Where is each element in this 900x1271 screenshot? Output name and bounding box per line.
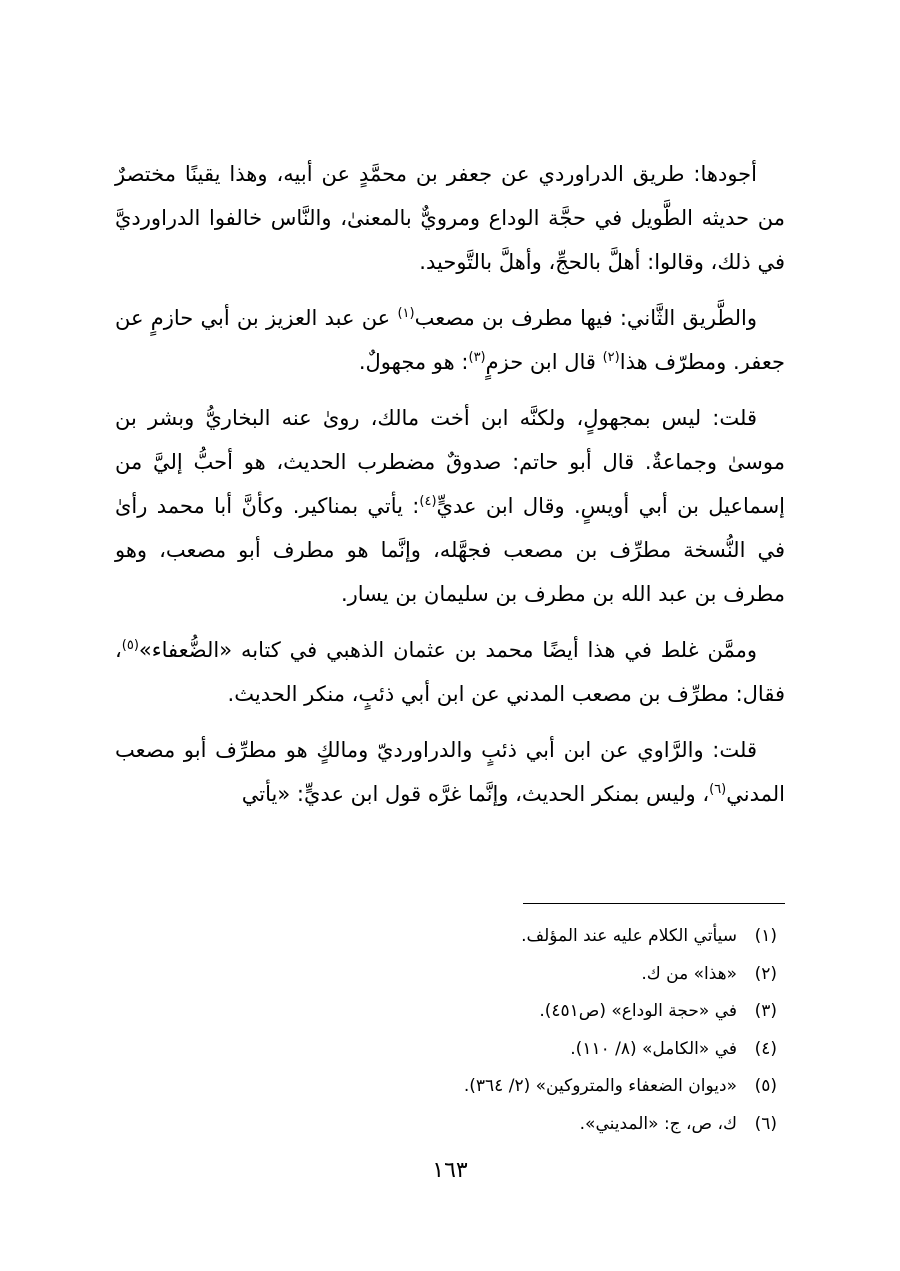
footnotes bbox=[115, 918, 785, 1143]
footnote-number: (٣) bbox=[754, 1001, 777, 1021]
footnote-text: ك، ص، ج: «المديني». bbox=[579, 1113, 737, 1134]
footnote-item bbox=[115, 956, 785, 994]
footnote-item bbox=[115, 1031, 785, 1069]
paragraph-2 bbox=[115, 296, 785, 384]
footnote-ref-2[interactable]: (٢) bbox=[602, 350, 620, 365]
footnote-item bbox=[115, 918, 785, 956]
paragraph-3 bbox=[115, 396, 785, 616]
page-number: ١٦٣ bbox=[432, 1158, 468, 1183]
footnote-text: في «حجة الوداع» (ص٤٥١). bbox=[539, 1001, 737, 1021]
footnote-ref-4[interactable]: (٤) bbox=[419, 494, 437, 509]
paragraph-text: عن عبد العزيز بن أبي حازمٍ عن جعفر. ومطرّف هذا bbox=[115, 306, 785, 374]
footnote-number: (٦) bbox=[754, 1113, 777, 1134]
footnote-item bbox=[115, 1068, 785, 1106]
paragraph-text: قلت: والرَّاوي عن ابن أبي ذئبٍ والدراورديّ ومالكٍ هو مطرِّف أبو مصعب المدني bbox=[115, 738, 785, 806]
footnote-ref-1[interactable]: (١) bbox=[397, 306, 415, 321]
footnote-text: «هذا» من ك. bbox=[641, 963, 737, 984]
footnote-ref-3[interactable]: (٣) bbox=[468, 350, 486, 365]
paragraph-text: وممَّن غلط في هذا أيضًا محمد بن عثمان الذهبي في كتابه «الضُّعفاء» bbox=[138, 638, 757, 662]
paragraph-text: قلت: ليس بمجهولٍ، ولكنَّه ابن أخت مالك، روىٰ عنه البخاريُّ وبشر بن موسىٰ وجماعةٌ. قال أبو حاتم: صدوقٌ مضطرب الحديث، هو أحبُّ إليَّ من إسماعيل بن أبي أويسٍ. وقال ابن عديٍّ bbox=[115, 406, 785, 518]
footnote-number: (١) bbox=[754, 926, 777, 946]
footnote-number: (٢) bbox=[754, 963, 777, 984]
paragraph-text: : يأتي بمناكير. وكأنَّ أبا محمد رأىٰ في النُّسخة مطرِّف بن مصعب فجهَّله، وإنَّما هو مطرف أبو مصعب، وهو مطرف بن عبد الله بن مطرف بن سليمان بن يسار. bbox=[115, 494, 785, 606]
paragraph-text: ، وليس بمنكر الحديث، وإنَّما غرَّه قول ابن عديٍّ: «يأتي bbox=[241, 782, 710, 806]
paragraph-1 bbox=[115, 152, 785, 284]
footnote-text: سيأتي الكلام عليه عند المؤلف. bbox=[521, 926, 737, 946]
footnote-separator bbox=[523, 903, 785, 904]
footnote-number: (٤) bbox=[754, 1038, 777, 1059]
footnote-item bbox=[115, 1106, 785, 1144]
paragraph-text: : هو مجهولٌ. bbox=[358, 350, 469, 374]
footnote-item bbox=[115, 993, 785, 1031]
main-text bbox=[115, 152, 785, 828]
paragraph-text: ، فقال: مطرِّف بن مصعب المدني عن ابن أبي ذئبٍ، منكر الحديث. bbox=[115, 638, 785, 706]
footnote-ref-6[interactable]: (٦) bbox=[709, 782, 727, 797]
footnote-number: (٥) bbox=[754, 1076, 777, 1096]
footnote-text: «ديوان الضعفاء والمتروكين» (٢/ ٣٦٤). bbox=[463, 1076, 737, 1096]
paragraph-5 bbox=[115, 728, 785, 816]
paragraph-text: قال ابن حزمٍ bbox=[485, 350, 603, 374]
footnote-text: في «الكامل» (٨/ ١١٠). bbox=[570, 1038, 737, 1059]
footnote-ref-5[interactable]: (٥) bbox=[121, 638, 139, 653]
paragraph-4 bbox=[115, 628, 785, 716]
paragraph-text: والطَّريق الثَّاني: فيها مطرف بن مصعب bbox=[414, 306, 758, 330]
paragraph-text: أجودها: طريق الدراوردي عن جعفر بن محمَّدٍ عن أبيه، وهذا يقينًا مختصرٌ من حديثه الطَّويل في حجَّة الوداع ومرويٌّ بالمعنىٰ، والنَّاس خالفوا الدراورديَّ في ذلك، وقالوا: أهلَّ بالحجِّ، وأهلَّ بالتَّوحيد. bbox=[115, 162, 785, 274]
